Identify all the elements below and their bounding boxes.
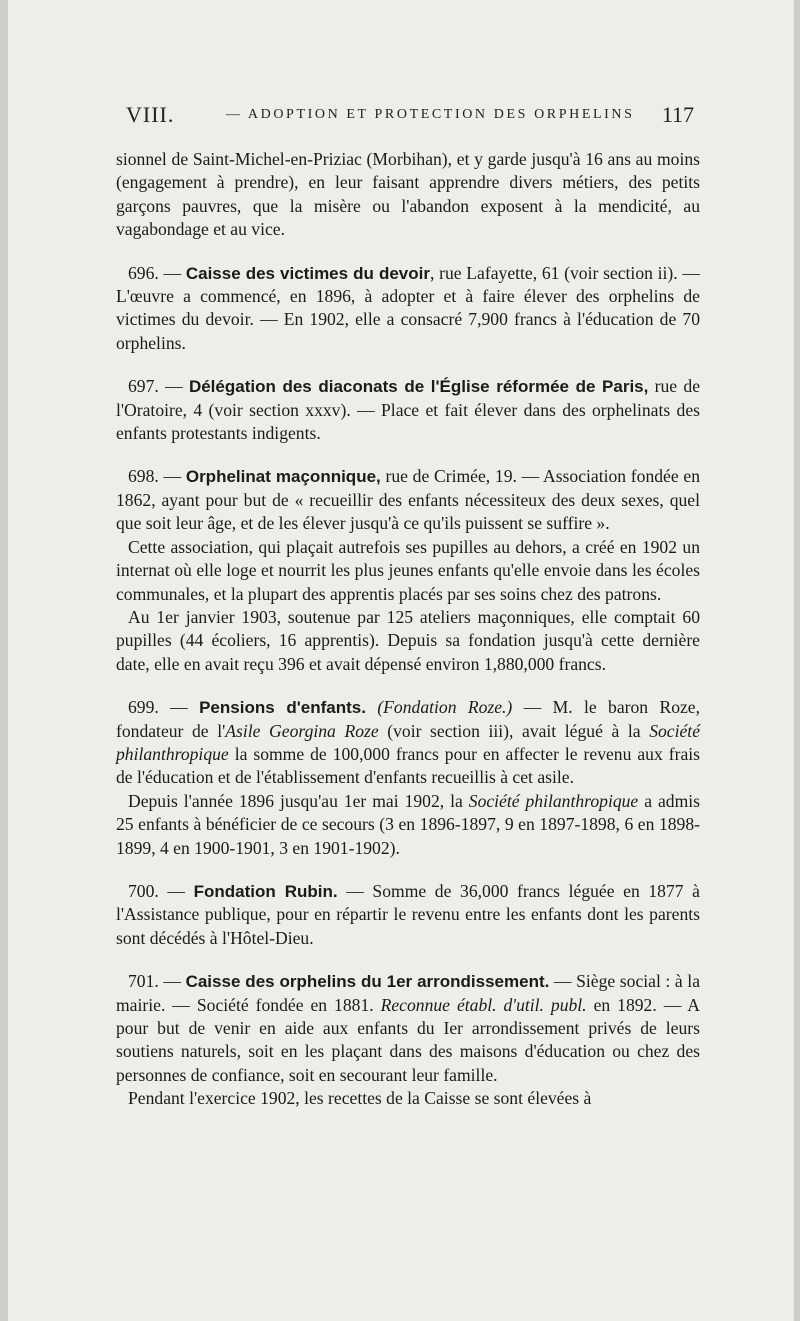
chapter-title: — ADOPTION ET PROTECTION DES ORPHELINS	[226, 107, 635, 122]
page-body	[116, 148, 700, 1111]
paragraph: Cette association, qui plaçait autrefois ses pupilles au dehors, a créé en 1902 un internat où elle loge et nourrit les plus jeunes enfants qu'elle envoie dans les écoles communales, et la plupart des apprentis placés par ses soins chez des patrons.	[116, 536, 700, 604]
paragraph: Au 1er janvier 1903, soutenue par 125 ateliers maçonniques, elle comptait 60 pupilles (44 écoliers, 16 apprentis). Depuis sa fondation jusqu'à cette dernière date, elle en avait reçu 396 et avait dépensé environ 1,880,000 francs.	[116, 606, 700, 674]
page-number: 117	[661, 102, 694, 127]
paragraph: Pendant l'exercice 1902, les recettes de la Caisse se sont élevées à	[128, 1088, 592, 1109]
entry-698: 698. — Orphelinat maçonnique, rue de Crimée, 19. — Association fondée en 1862, ayant pour but de « recueillir des enfants nécessiteux des deux sexes, quel que soit leur âge, et de les élever jusqu'à ce qu'ils puissent se suffire ».	[116, 466, 700, 534]
entry-701: 701. — Caisse des orphelins du 1er arrondissement. — Siège social : à la mairie. — Société fondée en 1881. Reconnue établ. d'util. publ. en 1892. — A pour but de venir en aide aux enfants du Ier arrondissement privés de leurs soutiens naturels, soit en les plaçant dans des maisons d'éducation ou chez des personnes de confiance, soit en secourant leur famille.	[116, 971, 701, 1085]
chapter-number: VIII.	[126, 102, 175, 127]
entry-title: Caisse des orphelins du 1er arrondissement.	[185, 972, 550, 992]
paragraph: Depuis l'année 1896 jusqu'au 1er mai 1902, la Société philanthropique a admis 25 enfants à bénéficier de ce secours (3 en 1896-1897, 9 en 1897-1898, 6 en 1898-1899, 4 en 1900-1901, 3 en 1901-1902).	[116, 790, 700, 858]
entry-title: Pensions d'enfants.	[199, 698, 366, 718]
entry-title: Caisse des victimes du devoir	[185, 263, 430, 283]
entry-699: 699. — Pensions d'enfants. (Fondation Roze.) — M. le baron Roze, fondateur de l'Asile Georgina Roze (voir section iii), avait légué à la Société philanthropique la somme de 100,000 francs pour en affecter le revenu aux frais de l'éducation et de l'établissement d'enfants recueillis à cet asile.	[116, 697, 701, 788]
book-page	[8, 0, 794, 1321]
entry-696: 696. — Caisse des victimes du devoir, rue Lafayette, 61 (voir section ii). — L'œuvre a commencé, en 1896, à adopter et à faire élever des orphelins de victimes du devoir. — En 1902, elle a consacré 7,900 francs à l'éducation de 70 orphelins.	[116, 262, 700, 353]
entry-title: Orphelinat maçonnique,	[185, 467, 381, 487]
entry-title: Fondation Rubin.	[193, 881, 338, 901]
entry-697: 697. — Délégation des diaconats de l'Église réformée de Paris, rue de l'Oratoire, 4 (voir section xxxv). — Place et fait élever dans des orphelinats des enfants protestants indigents.	[116, 376, 700, 444]
entry-700: 700. — Fondation Rubin. — Somme de 36,000 francs léguée en 1877 à l'Assistance publique, pour en répartir le revenu entre les enfants dont les parents sont décédés à l'Hôtel-Dieu.	[116, 880, 700, 948]
running-header	[116, 98, 700, 130]
entry-title: Délégation des diaconats de l'Église réformée de Paris,	[188, 377, 649, 397]
paragraph-continuation: sionnel de Saint-Michel-en-Priziac (Morbihan), et y garde jusqu'à 16 ans au moins (engagement à prendre), en leur faisant apprendre divers métiers, des petits garçons pauvres, que la misère ou l'abandon exposent à la mendicité, au vagabondage et au vice.	[116, 149, 700, 240]
